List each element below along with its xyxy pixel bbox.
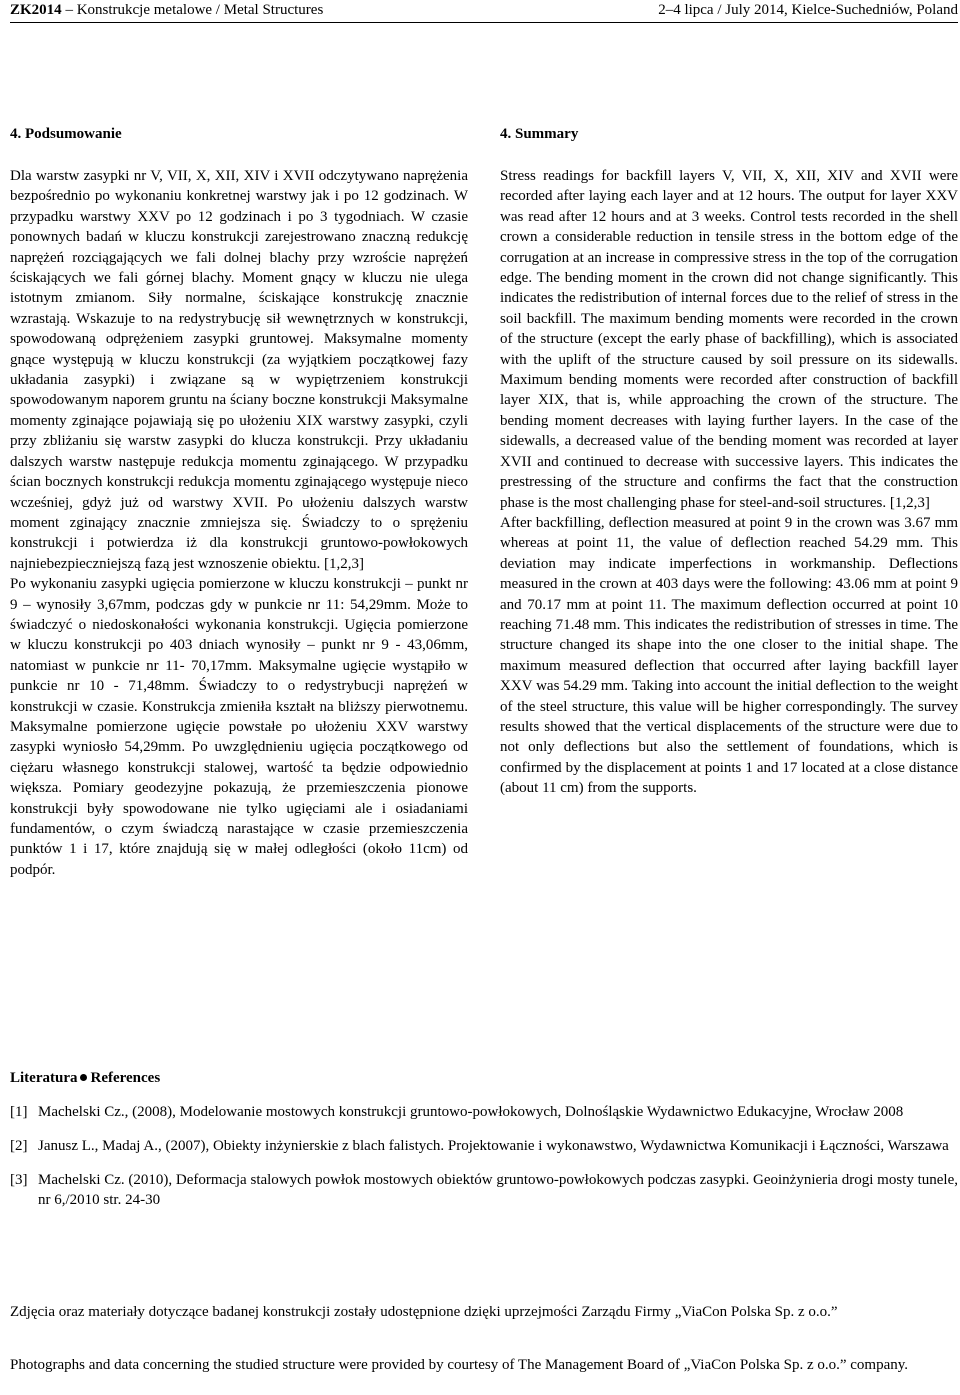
reference-item: [10, 1170, 958, 1210]
right-column-english: [500, 122, 958, 799]
reference-item: [10, 1102, 958, 1122]
references-title-en: References: [90, 1070, 161, 1086]
summary-paragraph-pl-2: Po wykonaniu zasypki ugięcia pomierzone w kluczu konstrukcji – punkt nr 9 – wynosiły 3,67mm, podczas gdy w punkcie nr 11: 54,29mm. Może to świadczyć o niedoskonałości wykonania konstrukcji. Ugięcia pomierzone w kluczu konstrukcji po 403 dniach wynosiły – punkt nr 9 - 43,06mm, natomiast w punkcie nr 11- 70,17mm. Maksymalne ugięcie wystąpiło w punkcie nr 10 - 71,48mm. Świadczy to o redystrybucji naprężeń w konstrukcji w czasie. Konstrukcja zmieniła kształt na bliższy pierwotnemu. Maksymalne pomierzone ugięcie powstałe po ułożeniu XXV warstwy zasypki wyniosło 54,29mm. Po uwzględnieniu ugięcia początkowego od ciężaru własnego konstrukcji stalowej, wartość ta będzie odpowiednio większa. Pomiary geodezyjne pokazują, że przemieszczenia pionowe konstrukcji były spowodowane nie tylko ugięciami ale i osiadaniami fundamentów, o czym świadczą narastające w czasie przemieszczenia punktów 1 i 17, które znajdują się w małej odległości (około 11cm) od podpór.: [10, 576, 468, 878]
acknowledgement-en: Photographs and data concerning the studied structure were provided by courtesy of The Management Board of „ViaCon Polska Sp. z o.o.” company.: [10, 1357, 909, 1373]
references-title-pl: Literatura: [10, 1070, 78, 1086]
reference-number: [2]: [10, 1138, 28, 1154]
running-header: [10, 0, 958, 23]
reference-text: Machelski Cz. (2010), Deformacja stalowych powłok mostowych obiektów gruntowo-powłokowych podczas zasypki. Geoinżynieria drogi mosty tunele, nr 6,/2010 str. 24-30: [38, 1172, 958, 1208]
acknowledgement-pl: Zdjęcia oraz materiały dotyczące badanej konstrukcji zostały udostępnione dzięki uprzejmości Zarządu Firmy „ViaCon Polska Sp. z o.o.”: [10, 1304, 838, 1320]
references-title: [10, 1068, 958, 1088]
conference-code: ZK2014: [10, 2, 62, 18]
header-conference: [10, 0, 323, 20]
reference-item: [10, 1136, 958, 1156]
summary-paragraph-en-1: Stress readings for backfill layers V, VII, X, XII, XIV and XVII were recorded after laying each layer and at 12 hours. The output for layer XXV was read after 12 hours and at 3 weeks. Control tests recorded in the shell crown a considerable reduction in tensile stress in the bottom edge of the corrugation at an increase in compressive stress in the top of the corrugation edge. The bending moment in the crown did not change significantly. This indicates the redistribution of internal forces due to the relief of stress in the soil backfill. The maximum bending moments were recorded in the crown of the structure (except the early phase of backfilling), which is associated with the uplift of the structure caused by soil pressure on its sidewalls. Maximum bending moments were recorded after construction of backfill layer XIX, that is, while approaching the crown of the structure. The bending moment decreases with laying further layers. In the case of the sidewalls, a decreased value of the bending moment was recorded at layer XVII and continued to decrease with successive layers. This indicates the prestressing of the structure and confirms the fact that the construction phase is the most challenging phase for steel-and-soil structures. [1,2,3]: [500, 168, 958, 511]
section-title-pl: 4. Podsumowanie: [10, 126, 122, 142]
header-date-place: 2–4 lipca / July 2014, Kielce-Suchedniów, Poland: [658, 2, 958, 18]
summary-paragraph-en-2: After backfilling, deflection measured at point 9 in the crown was 3.67 mm whereas at point 11, the value of deflection reached 54.29 mm. This deviation may indicate imperfections in workmanship. Deflections measured in the crown at 403 days were the following: 43.06 mm at point 9 and 70.17 mm at point 11. The maximum deflection occurred at point 10 reaching 71.48 mm. This indicates the redistribution of stresses in time. The structure changed its shape into the one closer to the initial shape. The maximum measured deflection that occurred after laying backfill layer XXV was 54.29 mm. Taking into account the initial deflection to the weight of the steel structure, this value will be higher correspondingly. The survey results showed that the vertical displacements of the structure were due to not only deflections but also the settlement of foundations, which is confirmed by the displacement at points 1 and 17 located at a close distance (about 11 cm) from the supports.: [500, 514, 958, 797]
summary-paragraph-pl-1: Dla warstw zasypki nr V, VII, X, XII, XIV i XVII odczytywano naprężenia bezpośrednio po wykonaniu konkretnej warstwy jak i po 12 godzinach. W przypadku warstwy XXV po 12 godzinach i po 3 tygodniach. W czasie ponownych badań w kluczu konstrukcji zarejestrowano znaczną redukcję naprężeń rozciągających we fali dolnej blachy przy wzroście naprężeń ściskających we fali górnej blachy. Moment gnący w kluczu nie ulega istotnym zmianom. Siły normalne, ściskające konstrukcję znacznie wzrastają. Wskazuje to na redystrybucję sił wewnętrznych w konstrukcji, spowodowaną odprężeniem zasypki gruntowej. Maksymalne momenty gnące występują w kluczu konstrukcji (za wyjątkiem początkowej fazy układania zasypki) i związane są w wypiętrzeniem konstrukcji spowodowanym naporem gruntu na ściany boczne konstrukcji Maksymalne momenty zginające pojawiają się po ułożeniu XIX warstwy zasypki, czyli przy zbliżaniu się warstw zasypki do klucza konstrukcji. Przy układaniu dalszych warstw następuje redukcja momentu zginającego. W przypadku ścian bocznych konstrukcji redukcja momentu zginającego występuje nieco wcześniej, gdyż już od warstwy XVII. Po ułożeniu dalszych warstw moment zginający znacznie zmniejsza się. Świadczy to o sprężeniu konstrukcji i potwierdza iż dla konstrukcji gruntowo-powłokowych najniebezpieczniejszą fazą jest wznoszenie obiektu. [1,2,3]: [10, 168, 468, 572]
reference-text: Machelski Cz., (2008), Modelowanie mostowych konstrukcji gruntowo-powłokowych, Dolnośląskie Wydawnictwo Edukacyjne, Wrocław 2008: [38, 1104, 904, 1120]
reference-number: [3]: [10, 1172, 28, 1188]
bullet-icon: [80, 1074, 87, 1081]
reference-text: Janusz L., Madaj A., (2007), Obiekty inżynierskie z blach falistych. Projektowanie i wykonawstwo, Wydawnictwa Komunikacji i Łączności, Warszawa: [38, 1138, 949, 1154]
reference-number: [1]: [10, 1104, 28, 1120]
conference-name: – Konstrukcje metalowe / Metal Structures: [61, 2, 324, 18]
references-section: [10, 1068, 958, 1224]
section-title-en: 4. Summary: [500, 126, 579, 142]
left-column-polish: [10, 122, 468, 880]
